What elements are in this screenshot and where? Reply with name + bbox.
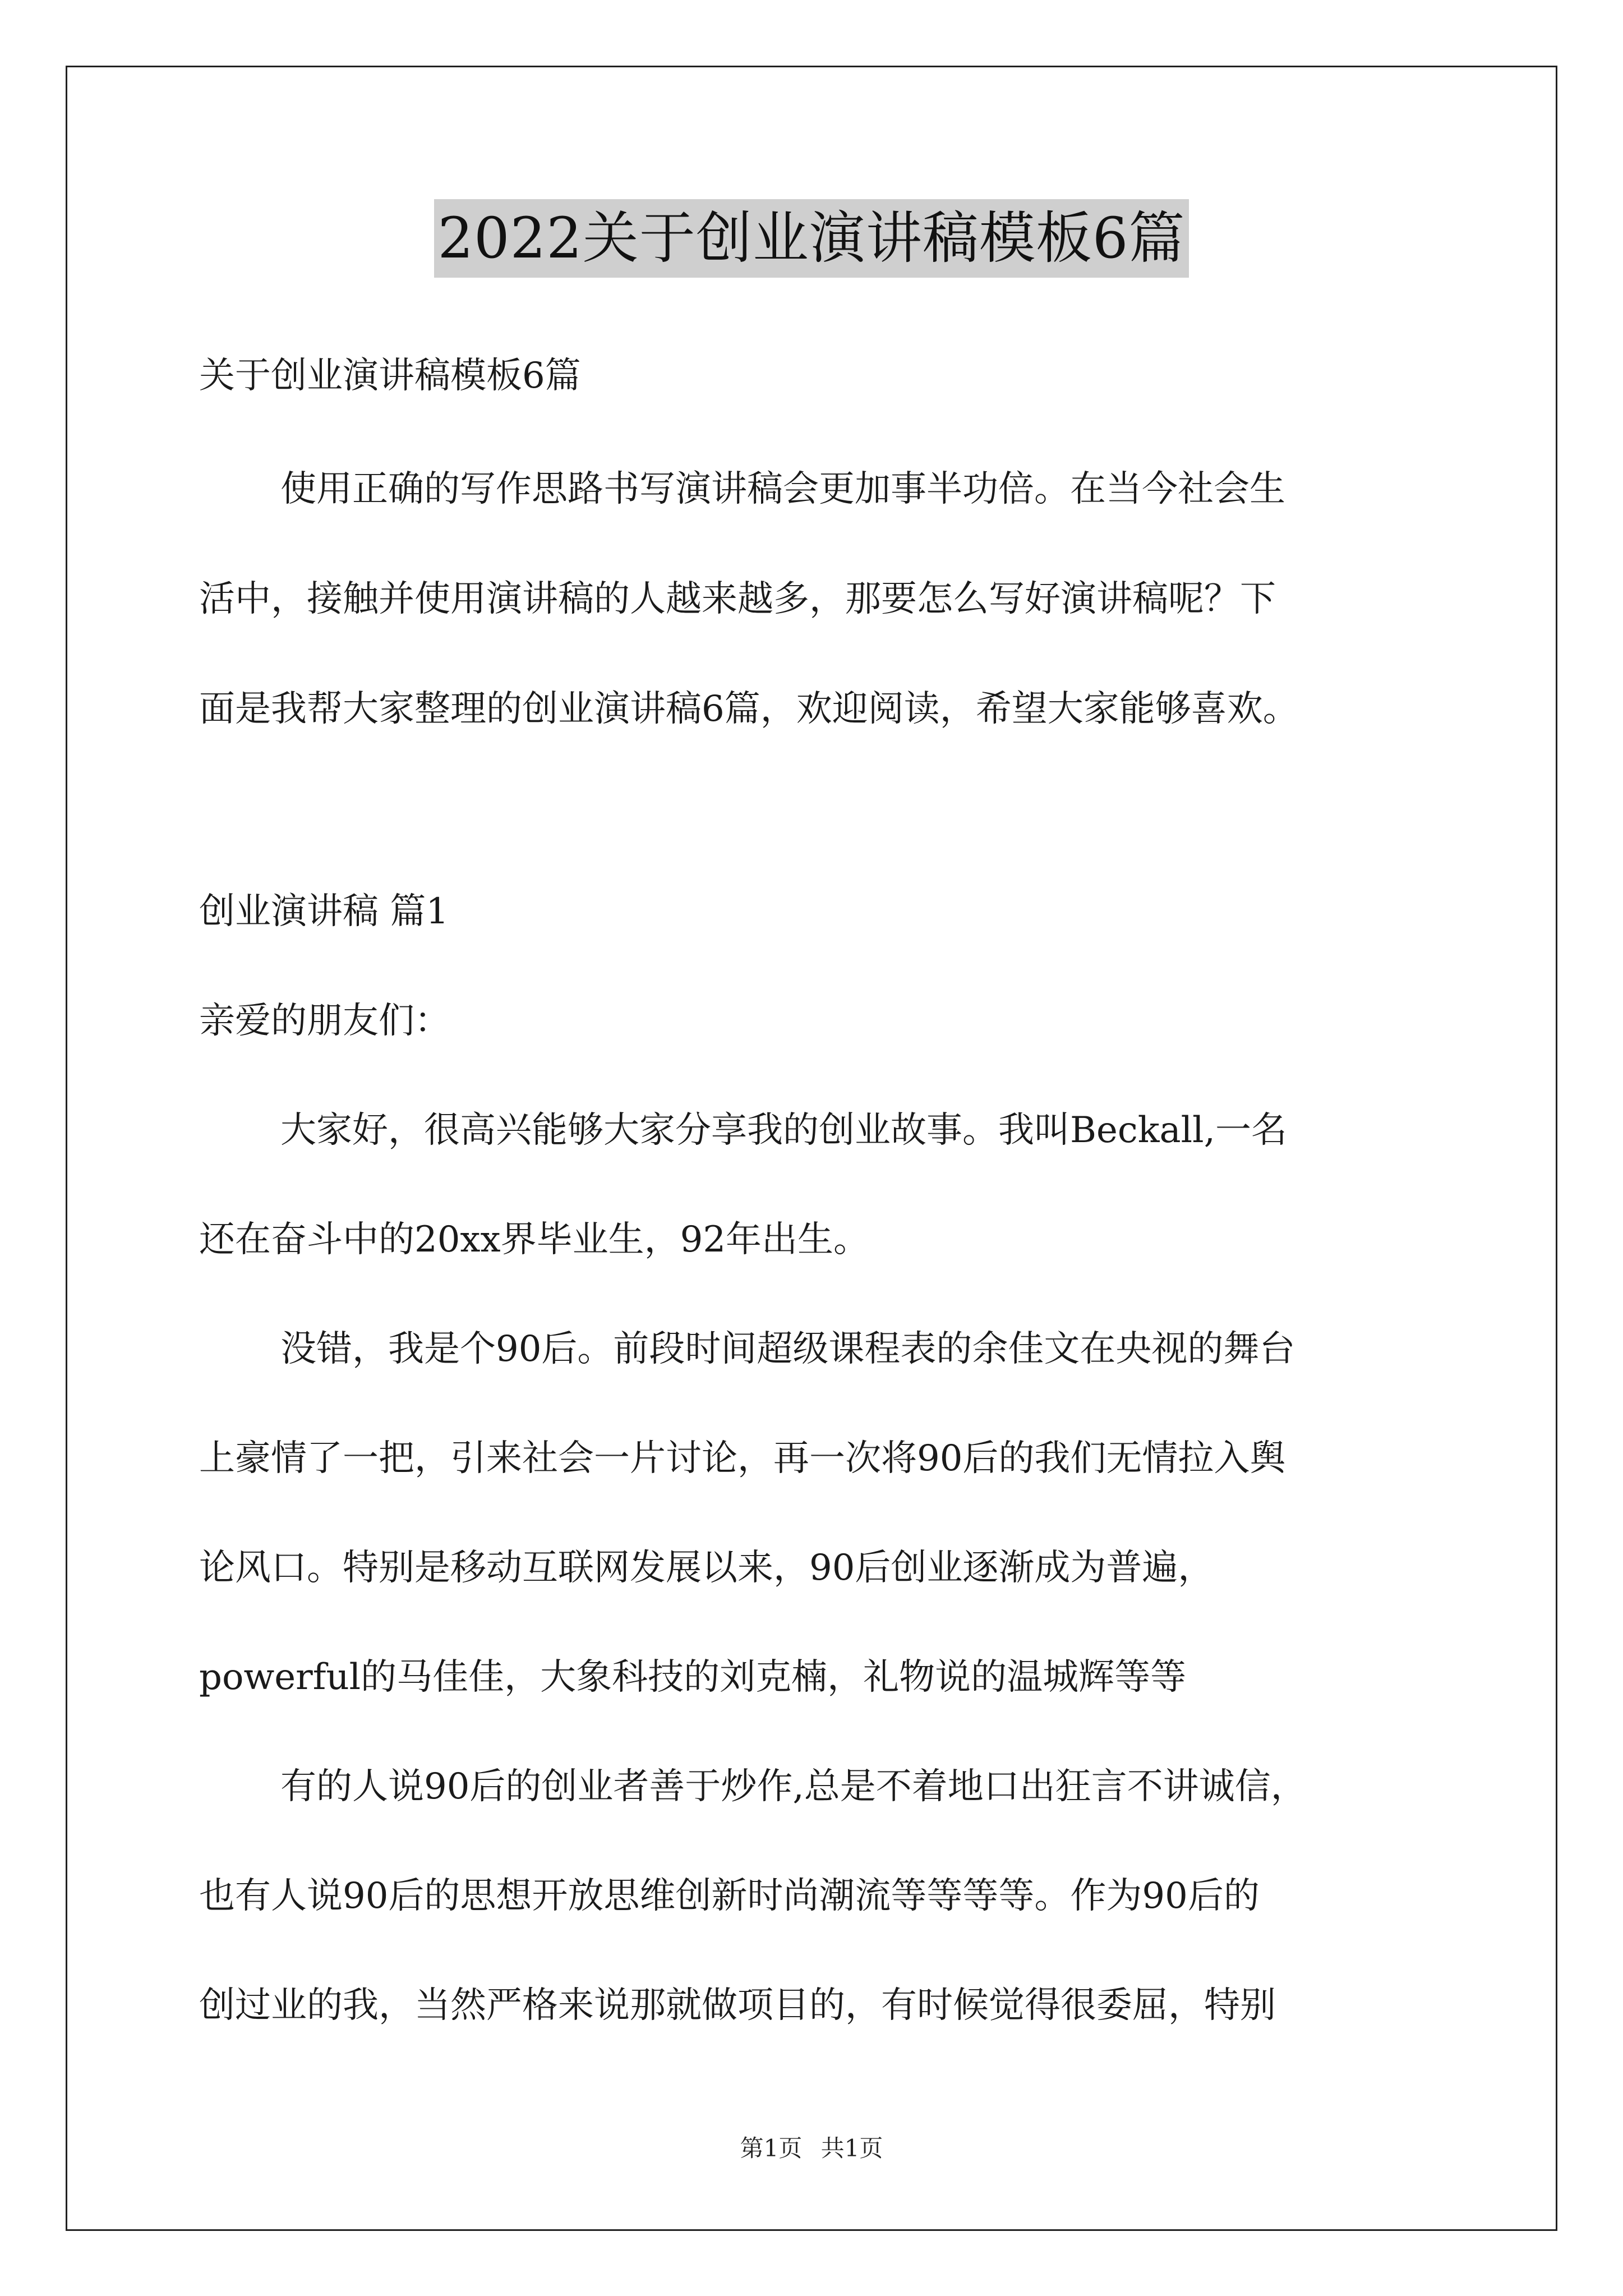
paragraph-2-line-3: 论风口。特别是移动互联网发展以来，90后创业逐渐成为普遍，	[199, 1547, 1214, 1589]
intro-line-3: 面是我帮大家整理的创业演讲稿6篇，欢迎阅读，希望大家能够喜欢。	[199, 688, 1299, 730]
paragraph-3-line-3: 创过业的我，当然严格来说那就做项目的，有时候觉得很委屈，特别	[199, 1985, 1276, 2026]
intro-line-2: 活中，接触并使用演讲稿的人越来越多，那要怎么写好演讲稿呢？下	[199, 578, 1276, 620]
document-title: 2022关于创业演讲稿模板6篇	[434, 199, 1188, 278]
intro-line-1: 使用正确的写作思路书写演讲稿会更加事半功倍。在当今社会生	[280, 468, 1285, 510]
paragraph-2-line-2: 上豪情了一把，引来社会一片讨论，再一次将90后的我们无情拉入舆	[199, 1438, 1286, 1479]
paragraph-2-line-1: 没错，我是个90后。前段时间超级课程表的余佳文在央视的舞台	[280, 1328, 1295, 1370]
paragraph-1-line-2: 还在奋斗中的20xx界毕业生，92年出生。	[199, 1219, 870, 1260]
paragraph-3-line-1: 有的人说90后的创业者善于炒作,总是不着地口出狂言不讲诚信，	[280, 1766, 1307, 1807]
paragraph-3-line-2: 也有人说90后的思想开放思维创新时尚潮流等等等等。作为90后的	[199, 1875, 1260, 1917]
subtitle-line: 关于创业演讲稿模板6篇	[199, 355, 581, 397]
paragraph-1-line-1: 大家好，很高兴能够大家分享我的创业故事。我叫Beckall,一名	[280, 1110, 1287, 1151]
title-container	[0, 199, 1623, 278]
section-heading: 创业演讲稿 篇1	[199, 891, 449, 932]
page-footer: 第1页 共1页	[740, 2134, 883, 2162]
salutation: 亲爱的朋友们：	[199, 1000, 450, 1042]
paragraph-2-line-4: powerful的马佳佳，大象科技的刘克楠，礼物说的温城辉等等	[199, 1657, 1187, 1698]
